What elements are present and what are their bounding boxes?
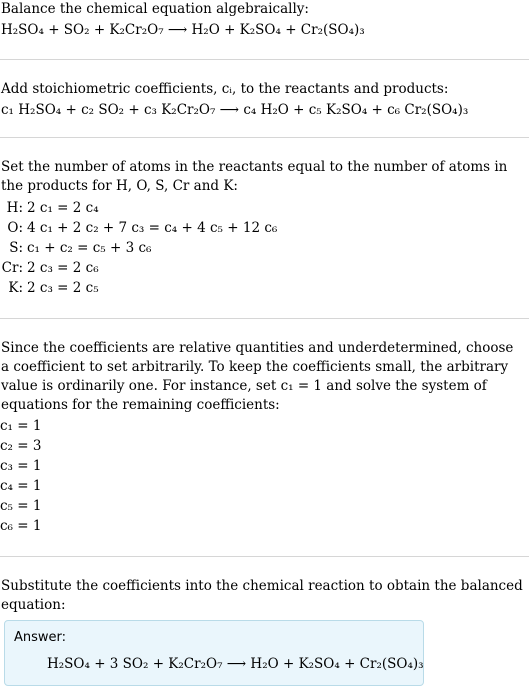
solution-row: c₆ = 1 <box>0 518 42 534</box>
atom-row-cr <box>0 259 99 277</box>
solution-row: c₂ = 3 <box>0 438 42 454</box>
solution-row: c₁ = 1 <box>0 418 42 434</box>
divider <box>0 59 529 60</box>
atom-row-k <box>0 279 99 297</box>
divider <box>0 137 529 138</box>
solution-row: c₃ = 1 <box>0 458 42 474</box>
atom-equation: c₁ + c₂ = c₅ + 3 c₆ <box>27 240 152 256</box>
answer-box <box>4 620 424 686</box>
step1-heading: Balance the chemical equation algebraically: <box>1 1 309 17</box>
step2-heading: Add stoichiometric coefficients, cᵢ, to the reactants and products: <box>1 81 449 97</box>
step3-heading: Set the number of atoms in the reactants equal to the number of atoms in the products for H, O, S, Cr and K: <box>1 159 508 194</box>
atom-row-o <box>0 219 277 237</box>
solution-row: c₅ = 1 <box>0 498 42 514</box>
divider <box>0 556 529 557</box>
atom-label: S: <box>9 240 23 256</box>
atom-equation: 2 c₁ = 2 c₄ <box>27 200 99 216</box>
unbalanced-equation: H₂SO₄ + SO₂ + K₂Cr₂O₇ ⟶ H₂O + K₂SO₄ + Cr₂(SO₄)₃ <box>1 22 365 38</box>
atom-label: H: <box>6 200 23 216</box>
atom-equation: 4 c₁ + 2 c₂ + 7 c₃ = c₄ + 4 c₅ + 12 c₆ <box>27 220 278 236</box>
atom-label: Cr: <box>1 260 23 276</box>
atom-label: O: <box>7 220 23 236</box>
atom-equation: 2 c₃ = 2 c₅ <box>27 280 99 296</box>
atom-label: K: <box>8 280 23 296</box>
atom-row-s <box>0 239 151 257</box>
atom-equation: 2 c₃ = 2 c₆ <box>27 260 99 276</box>
atom-row-h <box>0 199 99 217</box>
coefficient-equation: c₁ H₂SO₄ + c₂ SO₂ + c₃ K₂Cr₂O₇ ⟶ c₄ H₂O + c₅ K₂SO₄ + c₆ Cr₂(SO₄)₃ <box>1 102 469 118</box>
balanced-equation: H₂SO₄ + 3 SO₂ + K₂Cr₂O₇ ⟶ H₂O + K₂SO₄ + Cr₂(SO₄)₃ <box>47 656 424 672</box>
step5-heading: Substitute the coefficients into the chemical reaction to obtain the balanced equation: <box>1 578 523 613</box>
step4-heading: Since the coefficients are relative quantities and underdetermined, choose a coefficient to set arbitrarily. To keep the coefficients small, the arbitrary value is ordinarily one. For instance, set c₁ = 1 and solve the system of equations for the remaining coefficients: <box>1 340 514 413</box>
divider <box>0 318 529 319</box>
solution-row: c₄ = 1 <box>0 478 42 494</box>
answer-label: Answer: <box>14 630 67 645</box>
